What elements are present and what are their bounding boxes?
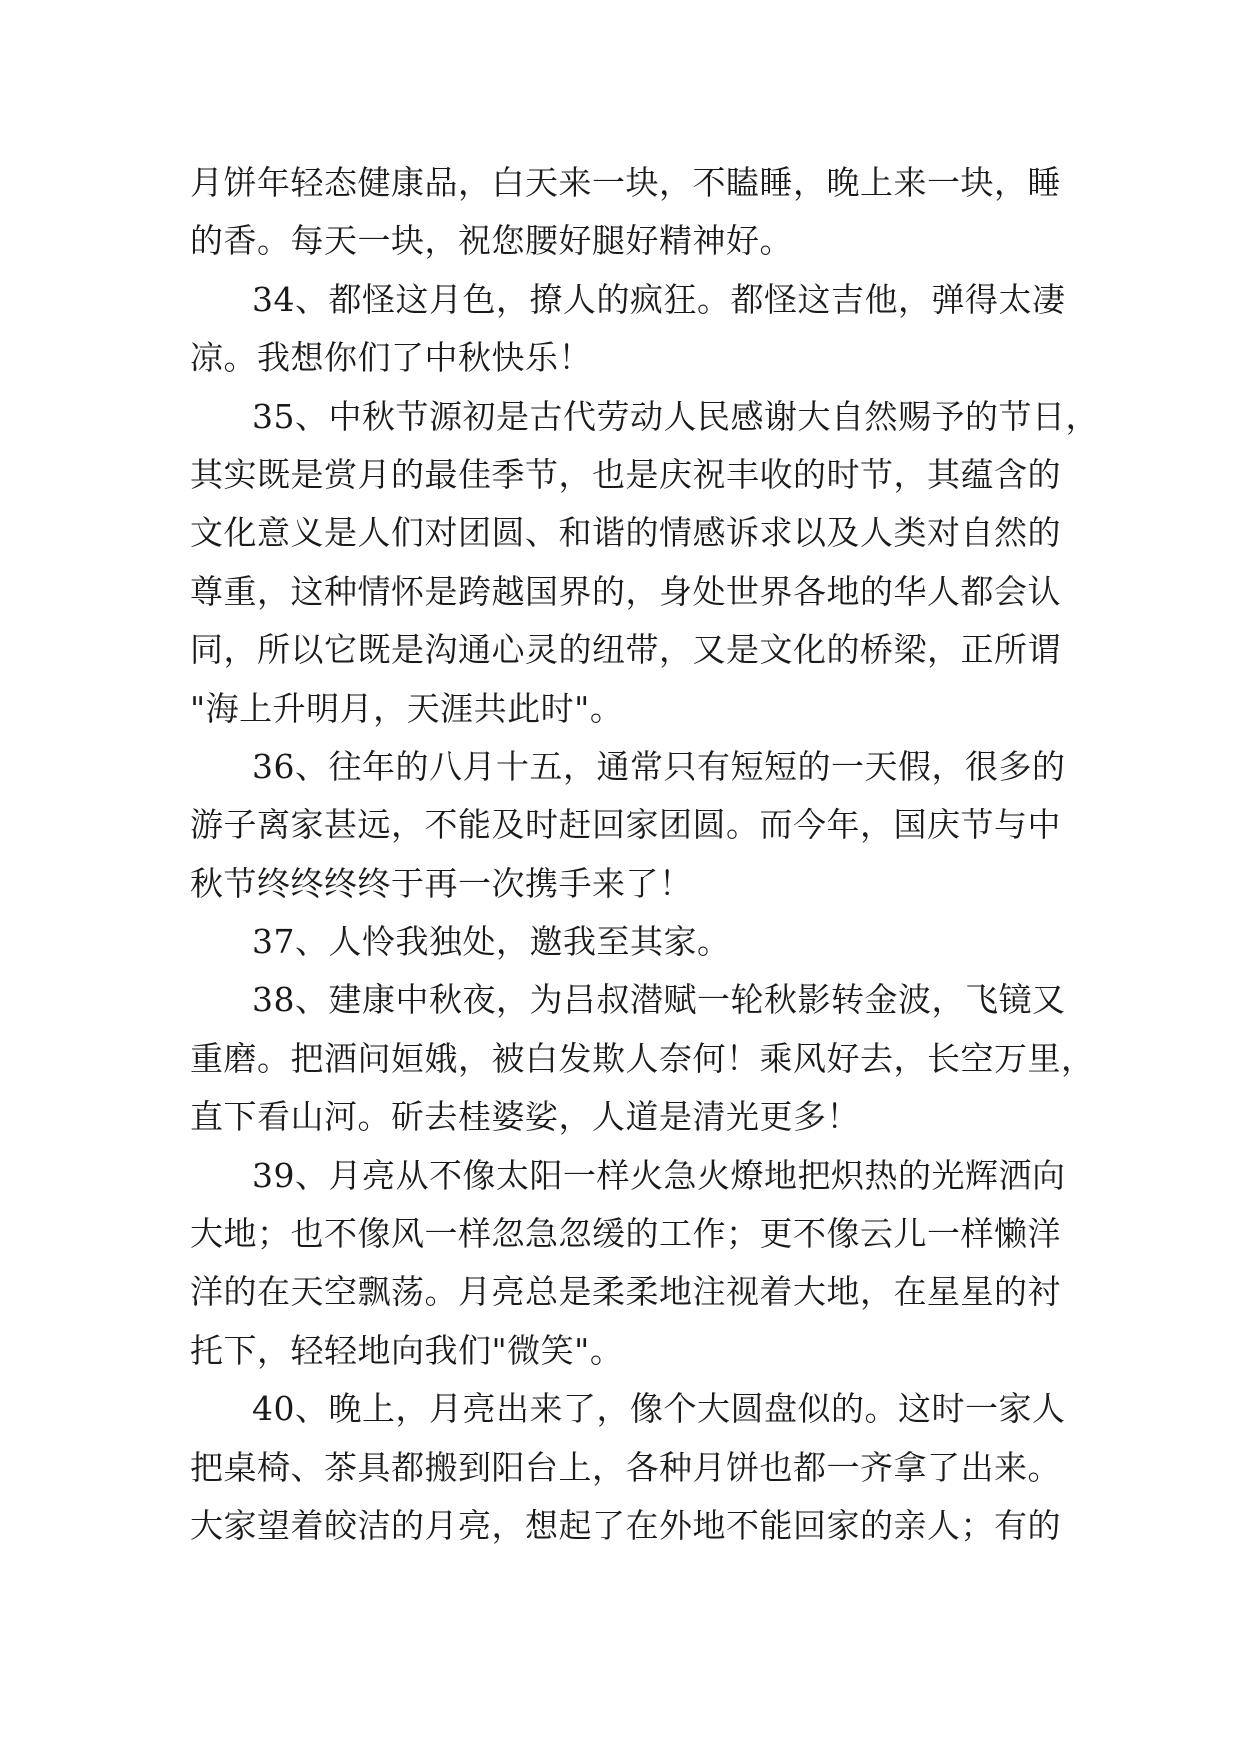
- document-body: [190, 154, 1099, 1555]
- text-line: 大地；也不像风一样忽急忽缓的工作；更不像云儿一样懒洋: [190, 1214, 1061, 1254]
- text-line: 的香。每天一块，祝您腰好腿好精神好。: [190, 221, 793, 261]
- text-line: 35、中秋节源初是古代劳动人民感谢大自然赐予的节日，: [252, 396, 1099, 436]
- text-line: 39、月亮从不像太阳一样火急火燎地把炽热的光辉洒向: [252, 1155, 1066, 1195]
- text-line: 38、建康中秋夜，为吕叔潜赋一轮秋影转金波，飞镜又: [252, 980, 1066, 1020]
- text-line: 大家望着皎洁的月亮，想起了在外地不能回家的亲人；有的: [190, 1505, 1061, 1545]
- text-line: 34、都怪这月色，撩人的疯狂。都怪这吉他，弹得太凄: [252, 279, 1066, 319]
- text-line: 游子离家甚远，不能及时赶回家团圆。而今年，国庆节与中: [190, 805, 1061, 845]
- text-line: 直下看山河。斫去桂婆娑，人道是清光更多！: [190, 1097, 860, 1137]
- text-line: 重磨。把酒问姮娥，被白发欺人奈何！乘风好去，长空万里，: [190, 1038, 1095, 1078]
- text-line: 40、晚上，月亮出来了，像个大圆盘似的。这时一家人: [252, 1389, 1066, 1429]
- text-line: 36、往年的八月十五，通常只有短短的一天假，很多的: [252, 746, 1066, 786]
- text-line: 月饼年轻态健康品，白天来一块，不瞌睡，晚上来一块，睡: [190, 163, 1061, 202]
- text-line: 尊重，这种情怀是跨越国界的，身处世界各地的华人都会认: [190, 571, 1061, 611]
- text-line: 秋节终终终终于再一次携手来了！: [190, 863, 693, 903]
- text-line: 把桌椅、茶具都搬到阳台上，各种月饼也都一齐拿了出来。: [190, 1447, 1061, 1487]
- text-line: "海上升明月，天涯共此时"。: [190, 688, 624, 728]
- text-line: 凉。我想你们了中秋快乐！: [190, 338, 592, 378]
- text-line: 其实既是赏月的最佳季节，也是庆祝丰收的时节，其蕴含的: [190, 454, 1061, 494]
- text-line: 文化意义是人们对团圆、和谐的情感诉求以及人类对自然的: [190, 513, 1061, 553]
- text-line: 洋的在天空飘荡。月亮总是柔柔地注视着大地，在星星的衬: [190, 1272, 1061, 1312]
- text-line: 37、人怜我独处，邀我至其家。: [252, 922, 731, 962]
- text-line: 托下，轻轻地向我们"微笑"。: [190, 1330, 624, 1370]
- text-line: 同，所以它既是沟通心灵的纽带，又是文化的桥梁，正所谓: [190, 630, 1061, 670]
